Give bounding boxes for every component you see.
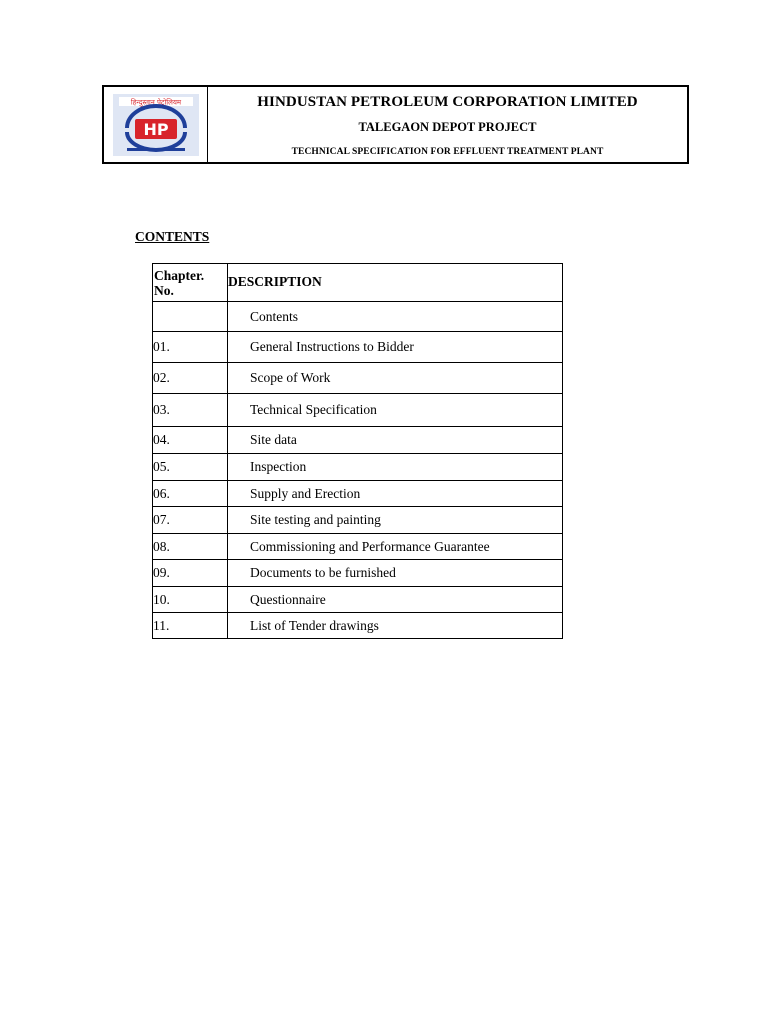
description-cell: Scope of Work <box>228 363 563 394</box>
table-row <box>153 332 563 363</box>
table-row <box>153 560 563 587</box>
chapter-no-cell: 07. <box>153 507 228 534</box>
chapter-no-cell: 11. <box>153 613 228 639</box>
table-row <box>153 454 563 481</box>
description-cell: Documents to be furnished <box>228 560 563 587</box>
document-header <box>102 85 689 164</box>
description-cell: Inspection <box>228 454 563 481</box>
company-name: HINDUSTAN PETROLEUM CORPORATION LIMITED <box>257 94 638 110</box>
description-cell: Questionnaire <box>228 587 563 613</box>
table-row <box>153 427 563 454</box>
description-cell: Technical Specification <box>228 394 563 427</box>
contents-table <box>152 263 563 639</box>
chapter-header-line2: No. <box>154 282 174 298</box>
chapter-no-cell: 08. <box>153 534 228 560</box>
chapter-no-cell: 10. <box>153 587 228 613</box>
project-name: TALEGAON DEPOT PROJECT <box>358 120 537 134</box>
chapter-no-cell: 06. <box>153 481 228 507</box>
table-row <box>153 587 563 613</box>
chapter-no-header <box>153 264 228 302</box>
description-cell: Contents <box>228 302 563 332</box>
chapter-no-cell: 05. <box>153 454 228 481</box>
table-row <box>153 481 563 507</box>
table-row <box>153 394 563 427</box>
table-row <box>153 507 563 534</box>
chapter-no-cell: 01. <box>153 332 228 363</box>
contents-heading: CONTENTS <box>135 229 210 244</box>
description-cell: Commissioning and Performance Guarantee <box>228 534 563 560</box>
description-cell: Site data <box>228 427 563 454</box>
table-row <box>153 613 563 639</box>
chapter-no-cell: 03. <box>153 394 228 427</box>
chapter-no-cell: 04. <box>153 427 228 454</box>
logo-hp-text: HP <box>142 119 169 139</box>
chapter-header-line1: Chapter. <box>154 267 205 283</box>
description-cell: Supply and Erection <box>228 481 563 507</box>
chapter-no-cell <box>153 302 228 332</box>
description-header: DESCRIPTION <box>228 264 563 302</box>
description-cell: List of Tender drawings <box>228 613 563 639</box>
table-header-row <box>153 264 563 302</box>
table-row <box>153 363 563 394</box>
description-cell: General Instructions to Bidder <box>228 332 563 363</box>
specification-title: TECHNICAL SPECIFICATION FOR EFFLUENT TREATMENT PLANT <box>291 147 604 157</box>
description-cell: Site testing and painting <box>228 507 563 534</box>
chapter-no-cell: 09. <box>153 560 228 587</box>
logo-hindi-text: हिन्दुस्तान पेट्रोलियम <box>130 98 181 106</box>
hp-logo-icon <box>113 94 199 156</box>
logo-cell <box>104 87 208 162</box>
hp-logo <box>113 94 199 156</box>
table-row <box>153 302 563 332</box>
header-title-cell <box>208 87 687 162</box>
table-row <box>153 534 563 560</box>
chapter-no-cell: 02. <box>153 363 228 394</box>
